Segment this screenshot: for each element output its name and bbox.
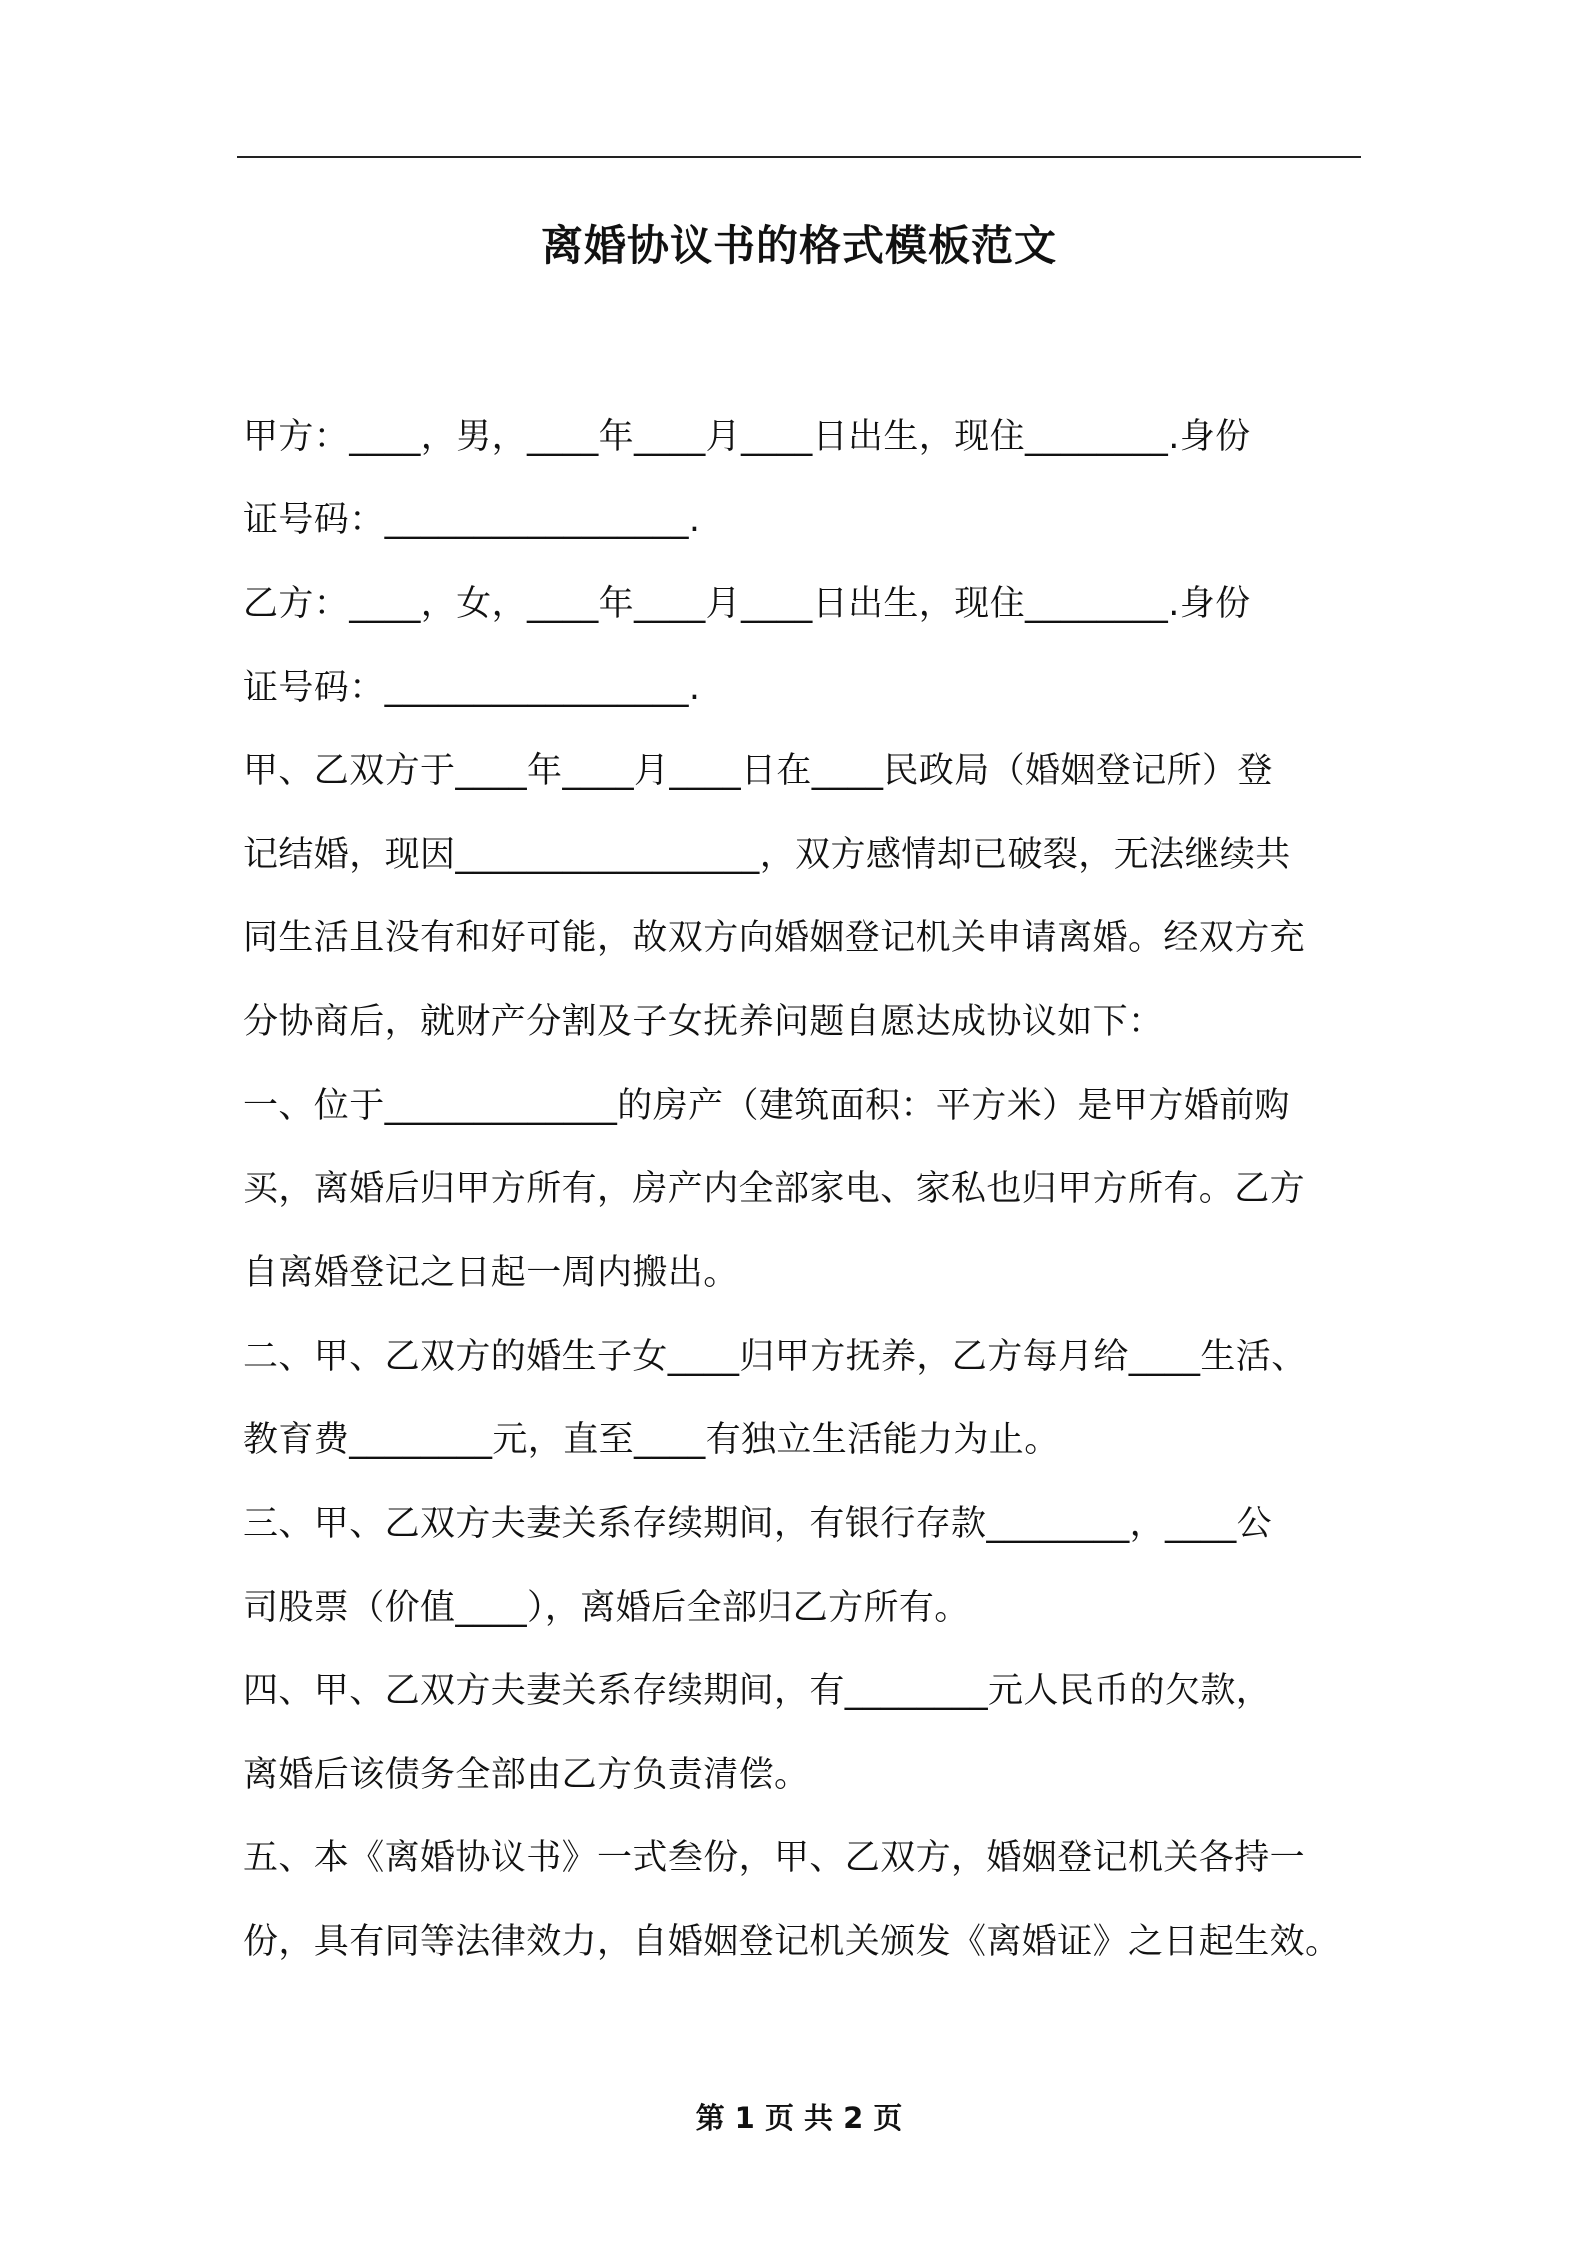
preamble-line-4: 分协商后，就财产分割及子女抚养问题自愿达成协议如下：	[243, 1002, 1164, 1042]
clause-3-line-2: 司股票（价值____），离婚后全部归乙方所有。	[243, 1588, 970, 1628]
party-b-line-1: 乙方：____，女，____年____月____日出生，现住________.身份	[243, 584, 1251, 624]
preamble-line-3: 同生活且没有和好可能，故双方向婚姻登记机关申请离婚。经双方充	[243, 918, 1306, 958]
clause-2-line-1: 二、甲、乙双方的婚生子女____归甲方抚养，乙方每月给____生活、	[243, 1337, 1307, 1377]
party-a-line-1: 甲方：____，男，____年____月____日出生，现住________.身份	[243, 417, 1251, 457]
header-rule	[237, 156, 1361, 158]
party-b-line-2: 证号码：_________________.	[243, 668, 701, 708]
preamble-line-2: 记结婚，现因_________________，双方感情却已破裂，无法继续共	[243, 835, 1291, 875]
clause-5-line-2: 份，具有同等法律效力，自婚姻登记机关颁发《离婚证》之日起生效。	[243, 1922, 1341, 1962]
clause-4-line-2: 离婚后该债务全部由乙方负责清偿。	[243, 1755, 810, 1795]
clause-3-line-1: 三、甲、乙双方夫妻关系存续期间，有银行存款________，____公	[243, 1504, 1273, 1544]
clause-5-line-1: 五、本《离婚协议书》一式叁份，甲、乙双方，婚姻登记机关各持一	[243, 1838, 1306, 1878]
clause-1-line-2: 买，离婚后归甲方所有，房产内全部家电、家私也归甲方所有。乙方	[243, 1169, 1306, 1209]
clause-1-line-1: 一、位于_____________的房产（建筑面积：平方米）是甲方婚前购	[243, 1086, 1290, 1126]
clause-1-line-3: 自离婚登记之日起一周内搬出。	[243, 1253, 739, 1293]
clause-4-line-1: 四、甲、乙双方夫妻关系存续期间，有________元人民币的欠款，	[243, 1671, 1272, 1711]
clause-2-line-2: 教育费________元，直至____有独立生活能力为止。	[243, 1420, 1060, 1460]
party-a-line-2: 证号码：_________________.	[243, 500, 701, 540]
page-number: 第 1 页 共 2 页	[695, 2101, 903, 2135]
document-title: 离婚协议书的格式模板范文	[540, 221, 1057, 270]
preamble-line-1: 甲、乙双方于____年____月____日在____民政局（婚姻登记所）登	[243, 751, 1273, 791]
